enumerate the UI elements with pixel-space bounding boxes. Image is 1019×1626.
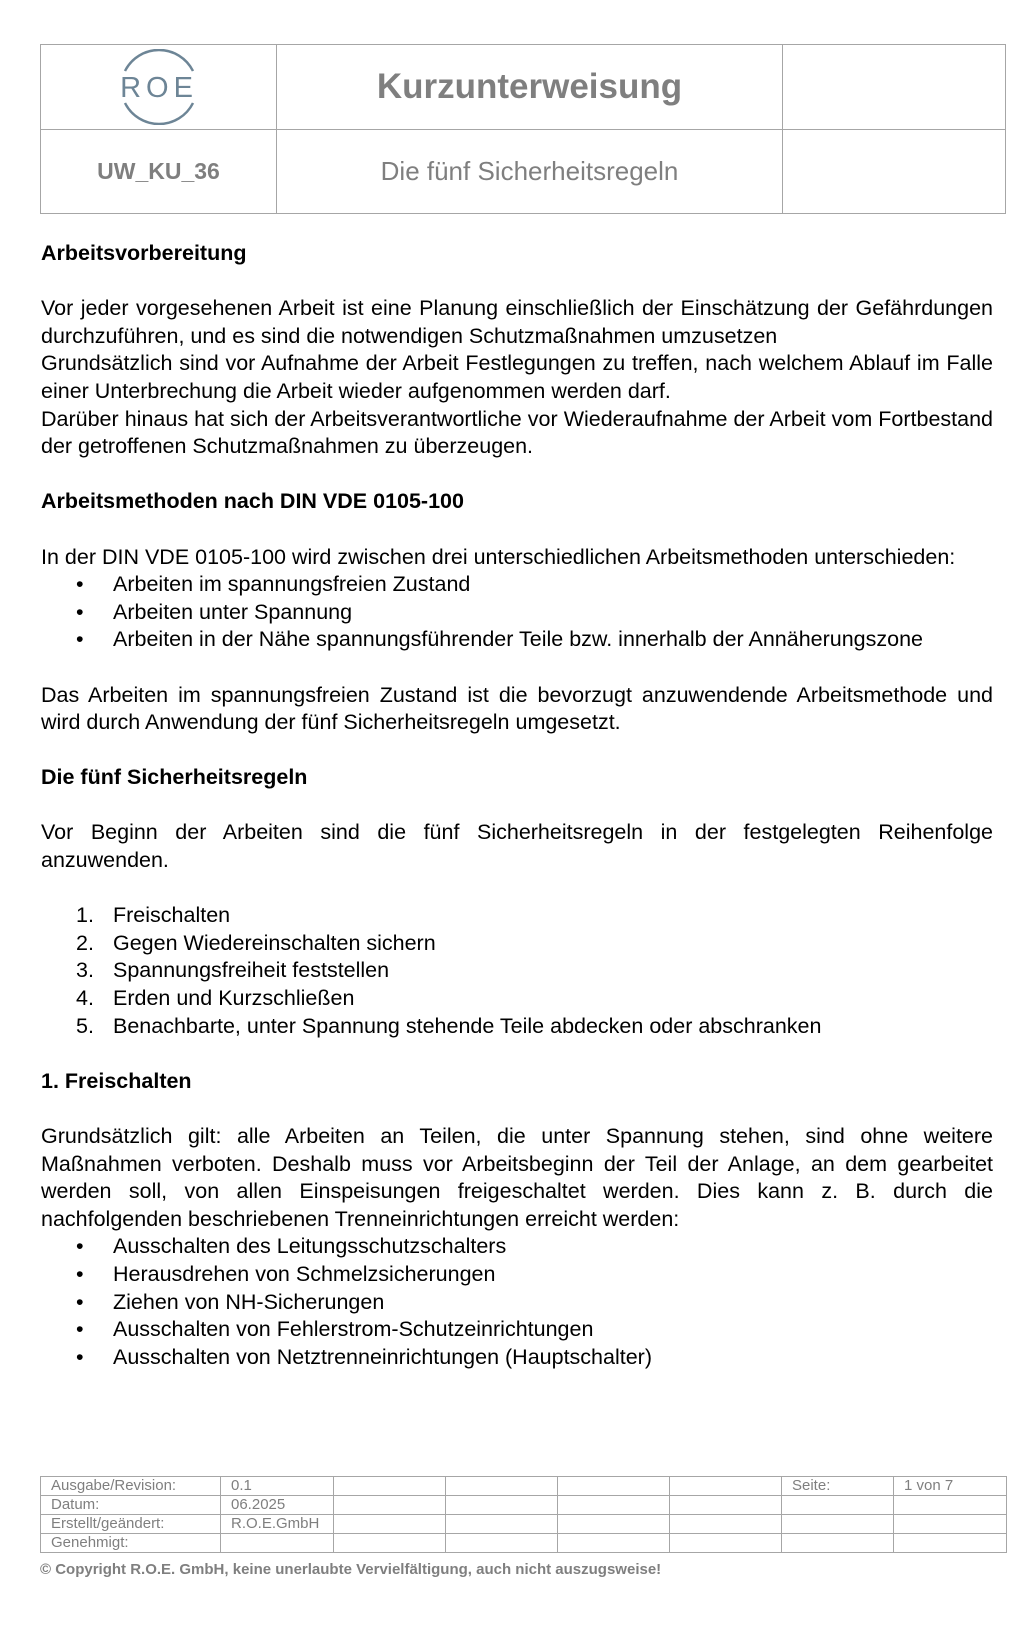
paragraph: Vor jeder vorgesehenen Arbeit ist eine Planung einschließlich der Einschätzung der Gefährdungen durchzuführen, und es sind die notwendigen Schutzmaßnahmen umzusetzen bbox=[41, 296, 993, 348]
bullet-icon: • bbox=[76, 572, 84, 597]
list-item: • Ausschalten des Leitungsschutzschalters bbox=[41, 1233, 993, 1261]
document-subtitle: Die fünf Sicherheitsregeln bbox=[380, 156, 679, 186]
section-heading-arbeitsmethoden: Arbeitsmethoden nach DIN VDE 0105-100 bbox=[41, 489, 464, 514]
bullet-list bbox=[41, 571, 993, 654]
list-item: • Arbeiten in der Nähe spannungsführender Teile bzw. innerhalb der Annäherungszone bbox=[41, 626, 993, 654]
bullet-icon: • bbox=[76, 599, 84, 624]
section-heading-arbeitsvorbereitung: Arbeitsvorbereitung bbox=[41, 241, 247, 265]
section-heading-freischalten: 1. Freischalten bbox=[41, 1068, 192, 1093]
author-value: R.O.E.GmbH bbox=[221, 1515, 334, 1534]
paragraph: Vor Beginn der Arbeiten sind die fünf Sicherheitsregeln in der festgelegten Reihenfolge anzuwenden. bbox=[41, 820, 993, 873]
document-code: UW_KU_36 bbox=[97, 158, 220, 184]
page-label: Seite: bbox=[782, 1477, 894, 1496]
date-value: 06.2025 bbox=[221, 1496, 334, 1515]
list-item: 1. Freischalten bbox=[76, 903, 231, 928]
document-header bbox=[40, 44, 1006, 214]
list-item: • Arbeiten unter Spannung bbox=[41, 599, 993, 627]
subtitle-cell bbox=[277, 130, 783, 214]
list-item: 5. Benachbarte, unter Spannung stehende Teile abdecken oder abschranken bbox=[76, 1013, 822, 1038]
revision-value: 0.1 bbox=[221, 1477, 334, 1496]
bullet-icon: • bbox=[76, 1344, 84, 1369]
revision-label: Ausgabe/Revision: bbox=[41, 1477, 221, 1496]
roe-logo bbox=[111, 49, 207, 125]
empty-cell-top bbox=[783, 45, 1006, 130]
author-label: Erstellt/geändert: bbox=[41, 1515, 221, 1534]
bullet-list bbox=[41, 1233, 993, 1371]
document-title: Kurzunterweisung bbox=[376, 67, 683, 106]
list-item: 4. Erden und Kurzschließen bbox=[76, 986, 355, 1011]
document-body bbox=[41, 240, 993, 1371]
paragraph: Darüber hinaus hat sich der Arbeitsverantwortliche vor Wiederaufnahme der Arbeit vom Fortbestand der getroffenen Schutzmaßnahmen zu überzeugen. bbox=[41, 406, 993, 459]
doc-code-cell bbox=[41, 130, 277, 214]
paragraph: Das Arbeiten im spannungsfreien Zustand ist die bevorzugt anzuwendende Arbeitsmethode und wird durch Anwendung der fünf Sicherheitsregeln umgesetzt. bbox=[41, 682, 993, 735]
approved-label: Genehmigt: bbox=[41, 1534, 221, 1553]
bullet-icon: • bbox=[76, 1234, 84, 1259]
list-item: • Herausdrehen von Schmelzsicherungen bbox=[41, 1261, 993, 1289]
date-label: Datum: bbox=[41, 1496, 221, 1515]
empty-cell-bottom bbox=[783, 130, 1006, 214]
bullet-icon: • bbox=[76, 627, 84, 652]
list-item: • Ausschalten von Fehlerstrom-Schutzeinrichtungen bbox=[41, 1316, 993, 1344]
page-value: 1 von 7 bbox=[894, 1477, 1007, 1496]
section-heading-sicherheitsregeln: Die fünf Sicherheitsregeln bbox=[41, 765, 308, 790]
list-item: • Arbeiten im spannungsfreien Zustand bbox=[41, 571, 993, 599]
bullet-icon: • bbox=[76, 1317, 84, 1342]
paragraph: Grundsätzlich sind vor Aufnahme der Arbeit Festlegungen zu treffen, nach welchem Ablauf im Falle einer Unterbrechung die Arbeit wieder aufgenommen werden darf. bbox=[41, 351, 993, 403]
document-footer bbox=[40, 1476, 1007, 1553]
list-item: • Ausschalten von Netztrenneinrichtungen (Hauptschalter) bbox=[41, 1344, 993, 1372]
paragraph: Grundsätzlich gilt: alle Arbeiten an Teilen, die unter Spannung stehen, sind ohne weitere Maßnahmen verboten. Deshalb muss vor Arbeitsbeginn der Teil der Anlage, an dem gearbeitet werden soll, von allen Einspeisungen freigeschaltet werden. Dies kann z. B. durch die nachfolgenden beschriebenen Trenneinrichtungen erreicht werden: bbox=[41, 1124, 993, 1231]
numbered-list bbox=[41, 902, 993, 1040]
list-item: • Ziehen von NH-Sicherungen bbox=[41, 1289, 993, 1317]
copyright-notice: © Copyright R.O.E. GmbH, keine unerlaubte Vervielfältigung, auch nicht auszugsweise! bbox=[40, 1561, 662, 1578]
logo-cell bbox=[41, 45, 277, 130]
bullet-icon: • bbox=[76, 1261, 84, 1286]
paragraph: In der DIN VDE 0105-100 wird zwischen drei unterschiedlichen Arbeitsmethoden unterschieden: bbox=[41, 544, 956, 569]
list-item: 2. Gegen Wiedereinschalten sichern bbox=[76, 930, 436, 955]
list-item: 3. Spannungsfreiheit feststellen bbox=[76, 958, 390, 983]
logo-text: ROE bbox=[119, 72, 198, 104]
title-cell bbox=[277, 45, 783, 130]
bullet-icon: • bbox=[76, 1289, 84, 1314]
